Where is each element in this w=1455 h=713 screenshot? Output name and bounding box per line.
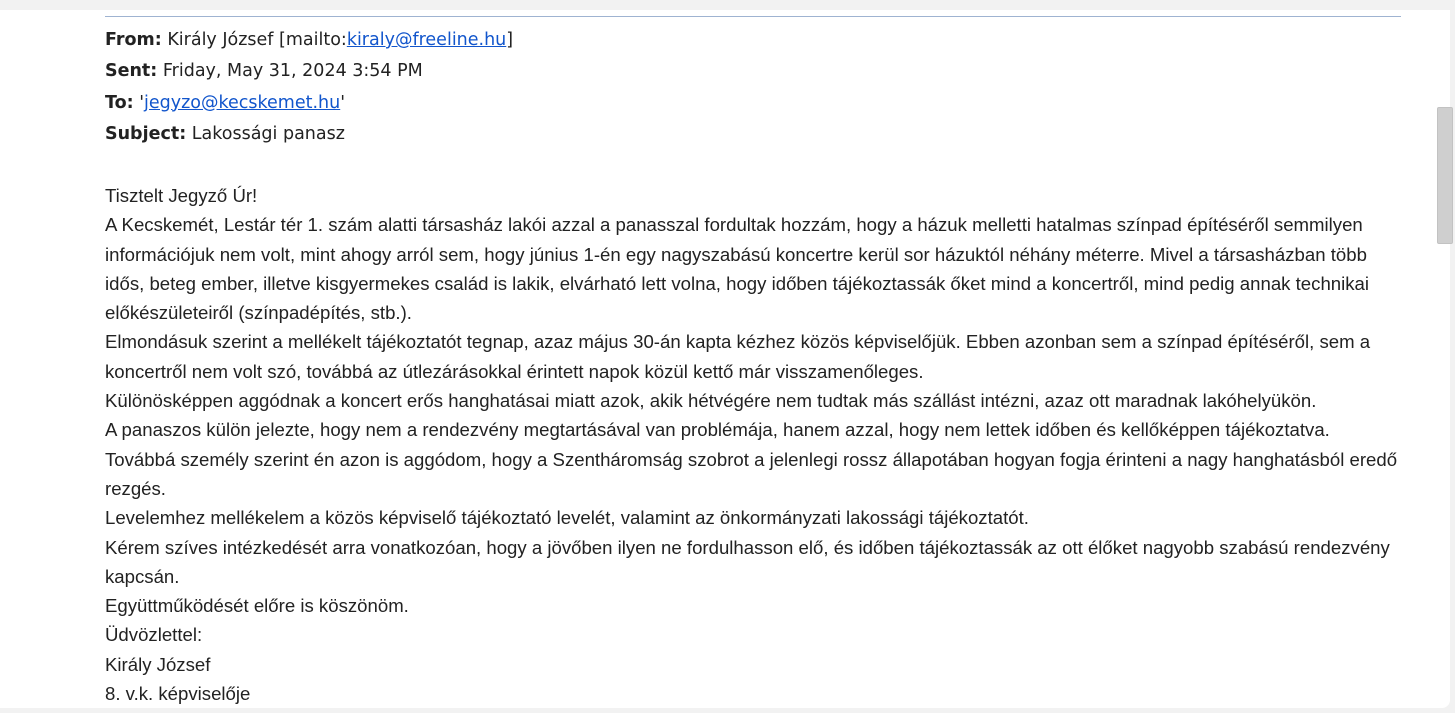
- body-thanks: Együttműködését előre is köszönöm.: [105, 595, 409, 617]
- to-quote-close: ': [340, 92, 346, 113]
- from-label: From:: [105, 30, 162, 50]
- sent-line: [105, 59, 513, 90]
- from-line: [105, 28, 513, 59]
- vertical-scrollbar[interactable]: [1435, 96, 1455, 248]
- signature-name: Király József: [105, 653, 211, 675]
- body-paragraph: Elmondásuk szerint a mellékelt tájékoztatót tegnap, azaz május 30-án kapta kézhez közös képviselőjük. Ebben azonban sem a színpad építéséről, sem a koncertről nem volt szó, továbbá az útlezárásokkal érintett napok közül kettő már visszamenőleges.: [105, 331, 1371, 382]
- body-paragraph: A panaszos külön jelezte, hogy nem a rendezvény megtartásával van problémája, hanem azzal, hogy nem lettek időben és kellőképpen tájékoztatva.: [105, 419, 1330, 441]
- body-closing: Üdvözlettel:: [105, 624, 203, 646]
- email-body: [105, 181, 1405, 708]
- from-email-link[interactable]: kiraly@freeline.hu: [346, 30, 507, 50]
- subject-line: [105, 122, 513, 153]
- subject-label: Subject:: [105, 123, 187, 144]
- to-line: [105, 91, 513, 122]
- to-quote-open: ': [139, 92, 145, 113]
- body-paragraph: Különösképpen aggódnak a koncert erős hanghatásai miatt azok, akik hétvégére nem tudtak más szállást intézni, azaz ott maradnak lakóhelyükön.: [105, 390, 1317, 412]
- sent-label: Sent:: [105, 61, 158, 82]
- signature-title: 8. v.k. képviselője: [105, 683, 251, 705]
- email-header: [105, 28, 513, 153]
- from-close: ]: [506, 30, 514, 50]
- header-divider: [105, 16, 1401, 17]
- from-name: Király József [mailto:: [167, 30, 347, 50]
- email-viewer: [0, 10, 1450, 708]
- body-paragraph: Kérem szíves intézkedését arra vonatkozóan, hogy a jövőben ilyen ne fordulhasson elő, és időben tájékoztassák az ott élőket nagyobb szabású rendezvény kapcsán.: [105, 536, 1390, 587]
- body-paragraph: Levelemhez mellékelem a közös képviselő tájékoztató levelét, valamint az önkormányzati lakossági tájékoztatót.: [105, 507, 1029, 529]
- to-email-link[interactable]: jegyzo@kecskemet.hu: [144, 92, 341, 113]
- body-greeting: Tisztelt Jegyző Úr!: [105, 185, 258, 206]
- sent-value: Friday, May 31, 2024 3:54 PM: [162, 61, 423, 82]
- to-label: To:: [105, 92, 134, 113]
- body-paragraph: Továbbá személy szerint én azon is aggódom, hogy a Szentháromság szobrot a jelenlegi rossz állapotában hogyan fogja érinteni a nagy hanghatásból eredő rezgés.: [105, 448, 1398, 499]
- subject-value: Lakossági panasz: [191, 123, 345, 144]
- body-paragraph: A Kecskemét, Lestár tér 1. szám alatti társasház lakói azzal a panasszal fordultak hozzám, hogy a házuk melletti hatalmas színpad építéséről semmilyen információjuk nem volt, mint ahogy arról sem, hogy június 1-én egy nagyszabású koncertre kerül sor házuktól néhány méterre. Mivel a társasházban több idős, beteg ember, illetve kisgyermekes család is lakik, elvárható lett volna, hogy időben tájékoztassák őket mind a koncertről, mind pedig annak technikai előkészületeiről (színpadépítés, stb.).: [105, 214, 1370, 324]
- scrollbar-thumb[interactable]: [1437, 107, 1453, 244]
